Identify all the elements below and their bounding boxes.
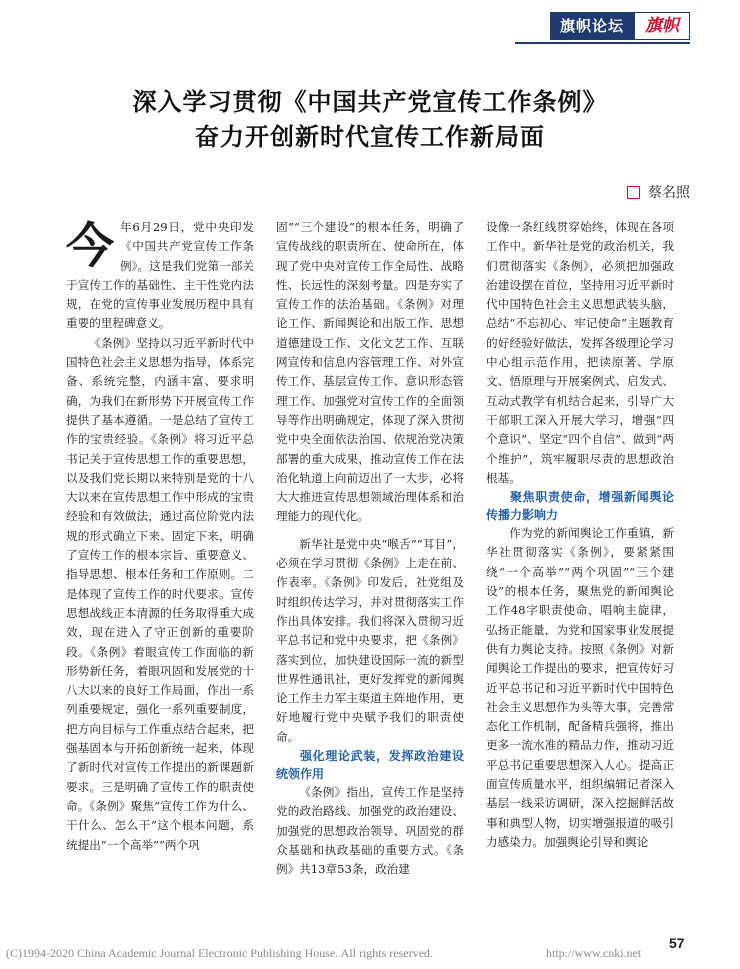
- article-title-line1: 深入学习贯彻《中国共产党宣传工作条例》: [132, 88, 608, 116]
- text-column-3: [486, 218, 674, 852]
- author-byline: [627, 182, 690, 202]
- source-url: http://www.cnki.net: [546, 946, 642, 960]
- paragraph: [66, 218, 254, 334]
- text-column-1: [66, 218, 254, 855]
- column-tag: 旗帜论坛: [550, 12, 634, 40]
- section-heading: 强化理论武装，发挥政治建设统领作用: [276, 749, 464, 782]
- author-name: 蔡名照: [648, 185, 690, 201]
- magazine-logo: 旗帜: [634, 12, 690, 40]
- paragraph: 固”“三个建设”的根本任务，明确了宣传战线的职责所在、使命所在，体现了党中央对宣传工作全局性、战略性、长远性的深刻考量。四是夯实了宣传工作的法治基础。《条例》对理论工作、新闻舆论和出版工作、思想道德建设工作、文化文艺工作、互联网宣传和信息内容管理工作、对外宣传工作、基层宣传工作、意识形态管理工作、加强党对宣传工作的全面领导等作出明确规定，体现了深入贯彻党中央全面依法治国、依规治党决策部署的重大成果，推动宣传工作在法治化轨道上向前迈出了一大步，必将大大推进宣传思想领域治理体系和治理能力的现代化。: [276, 220, 464, 524]
- copyright-notice: (C)1994-2020 China Academic Journal Electronic Publishing House. All rights reserved.: [6, 946, 433, 960]
- paragraph: 《条例》指出，宣传工作是坚持党的政治路线、加强党的政治建设、加强党的思想政治领导、巩固党的群众基础和执政基础的重要方式。《条例》共13章53条，政治建: [276, 785, 464, 877]
- section-heading: 聚焦职责使命，增强新闻舆论传播力影响力: [486, 490, 674, 523]
- header-rule: [515, 42, 690, 44]
- page-number: 57: [669, 935, 685, 951]
- paragraph-text: 年6月29日，党中央印发《中国共产党宣传工作条例》。这是我们党第一部关于宣传工作的基础性、主干性党内法规，在党的宣传事业发展历程中具有重要的里程碑意义。: [66, 220, 254, 331]
- paragraph: 设像一条红线贯穿始终，体现在各项工作中。新华社是党的政治机关，我们贯彻落实《条例》，必须把加强政治建设摆在首位，坚持用习近平新时代中国特色社会主义思想武装头脑，总结“不忘初心、牢记使命”主题教育的好经验好做法，发挥各级理论学习中心组示范作用，把读原著、学原文、悟原理与开展案例式、启发式、互动式教学有机结合起来，引导广大干部职工深入开展大学习，增强“四个意识”、坚定“四个自信”、做到“两个维护”，筑牢履职尽责的思想政治根基。: [486, 220, 674, 485]
- paragraph: 新华社是党中央“喉舌”“耳目”，必须在学习贯彻《条例》上走在前、作表率。《条例》印发后，社党组及时组织传达学习，并对贯彻落实工作作出具体安排。我们将深入贯彻习近平总书记和党中央要求，把《条例》落实到位，加快建设国际一流的新型世界性通讯社，更好发挥党的新闻舆论工作主力军主渠道主阵地作用，更好地履行党中央赋予我们的职责使命。: [276, 536, 464, 744]
- paragraph: 《条例》坚持以习近平新时代中国特色社会主义思想为指导，体系完备、系统完整，内涵丰富、要求明确，为我们在新形势下开展宣传工作提供了基本遵循。一是总结了宣传工作的宝贵经验。《条例》将习近平总书记关于宣传思想工作的重要思想，以及我们党长期以来特别是党的十八大以来在宣传思想工作中形成的宝贵经验和有效做法，通过高位阶党内法规的形式确立下来、固定下来，明确了宣传工作的根本宗旨、重要意义、指导思想、根本任务和工作原则。二是体现了宣传工作的时代要求。宣传思想战线正本清源的任务取得重大成效，现在进入了守正创新的重要阶段。《条例》着眼宣传工作面临的新形势新任务，着眼巩固和发展党的十八大以来的良好工作局面，作出一系列重要规定，强化一系列重要制度，把方向目标与工作重点结合起来，把强基固本与开拓创新统一起来，体现了新时代对宣传工作提出的新课题新要求。三是明确了宣传工作的职责使命。《条例》聚焦“宣传工作为什么、干什么、怎么干”这个根本问题，系统提出“一个高举”“两个巩: [66, 335, 254, 852]
- square-bullet-icon: [627, 186, 640, 199]
- article-title-line2: 奋力开创新时代宣传工作新局面: [195, 123, 545, 151]
- paragraph: 作为党的新闻舆论工作重镇，新华社贯彻落实《条例》，要紧紧围绕“一个高举”“两个巩固”“三个建设”的根本任务，聚焦党的新闻舆论工作48字职责使命，唱响主旋律，弘扬正能量，为党和国家事业发展提供有力舆论支持。按照《条例》对新闻舆论工作提出的要求，把宣传好习近平总书记和习近平新时代中国特色社会主义思想作为头等大事，完善常态化工作机制，配备精兵强将，推出更多一流水准的精品力作，推动习近平总书记重要思想深入人心。提高正面宣传质量水平，组织编辑记者深入基层一线采访调研，深入挖掘鲜活故事和典型人物，切实增强报道的吸引力感染力。加强舆论引导和舆论: [486, 526, 674, 849]
- column-header: [550, 12, 690, 40]
- text-column-2: [276, 218, 464, 880]
- drop-cap: 今: [66, 218, 115, 274]
